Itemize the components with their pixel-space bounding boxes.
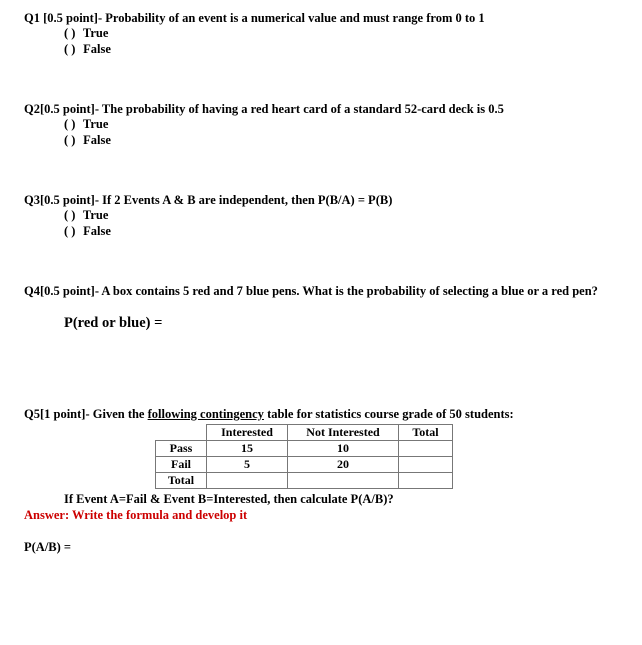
- table-row: [156, 441, 453, 457]
- q3-option-false[interactable]: [64, 224, 111, 239]
- radio-bullet[interactable]: ( ): [64, 208, 76, 222]
- table-corner-cell: [156, 425, 207, 441]
- table-header-cell: Not Interested: [288, 425, 399, 441]
- table-row-label: Fail: [156, 457, 207, 473]
- q5-answer-note: Answer: Write the formula and develop it: [24, 508, 248, 522]
- q5-text: [24, 407, 514, 422]
- radio-bullet[interactable]: ( ): [64, 42, 76, 56]
- option-label: True: [82, 117, 109, 131]
- table-row: [156, 457, 453, 473]
- option-label: True: [82, 26, 109, 40]
- option-label: False: [83, 224, 111, 238]
- table-cell[interactable]: [399, 441, 453, 457]
- table-header-cell: Total: [399, 425, 453, 441]
- q2-option-false[interactable]: [64, 133, 111, 148]
- q3-option-true[interactable]: [64, 208, 108, 223]
- table-cell[interactable]: [288, 473, 399, 489]
- table-cell: 20: [288, 457, 399, 473]
- q5-prefix: Q5[1 point]- Given the: [24, 407, 148, 421]
- q1-option-false[interactable]: [64, 42, 111, 57]
- q4-answer-label: P(red or blue) =: [64, 315, 163, 331]
- radio-bullet[interactable]: ( ): [64, 26, 76, 40]
- table-cell[interactable]: [399, 473, 453, 489]
- table-cell: 10: [288, 441, 399, 457]
- q1-text: Q1 [0.5 point]- Probability of an event is a numerical value and must range from 0 to 1: [24, 11, 485, 25]
- table-header-row: [156, 425, 453, 441]
- q5-answer-label: P(A/B) =: [24, 540, 72, 554]
- q5-underlined: following contingency: [147, 407, 264, 421]
- table-cell[interactable]: [399, 457, 453, 473]
- radio-bullet[interactable]: ( ): [64, 224, 76, 238]
- q5-suffix: table for statistics course grade of 50 students:: [263, 407, 514, 421]
- table-cell[interactable]: [207, 473, 288, 489]
- table-cell: 5: [207, 457, 288, 473]
- option-label: True: [82, 208, 109, 222]
- option-label: False: [83, 42, 111, 56]
- option-label: False: [83, 133, 111, 147]
- radio-bullet[interactable]: ( ): [64, 117, 76, 131]
- q4-text: Q4[0.5 point]- A box contains 5 red and 7 blue pens. What is the probability of selecting a blue or a red pen?: [24, 284, 598, 298]
- q1-option-true[interactable]: [64, 26, 108, 41]
- table-header-cell: Interested: [207, 425, 288, 441]
- q2-option-true[interactable]: [64, 117, 108, 132]
- contingency-table: [155, 424, 453, 489]
- table-cell: 15: [207, 441, 288, 457]
- radio-bullet[interactable]: ( ): [64, 133, 76, 147]
- table-row: [156, 473, 453, 489]
- q2-text: Q2[0.5 point]- The probability of having a red heart card of a standard 52-card deck is 0.5: [24, 102, 504, 116]
- table-row-label: Total: [156, 473, 207, 489]
- table-row-label: Pass: [156, 441, 207, 457]
- q3-text: Q3[0.5 point]- If 2 Events A & B are independent, then P(B/A) = P(B): [24, 193, 393, 207]
- q5-instruction: If Event A=Fail & Event B=Interested, then calculate P(A/B)?: [64, 492, 394, 506]
